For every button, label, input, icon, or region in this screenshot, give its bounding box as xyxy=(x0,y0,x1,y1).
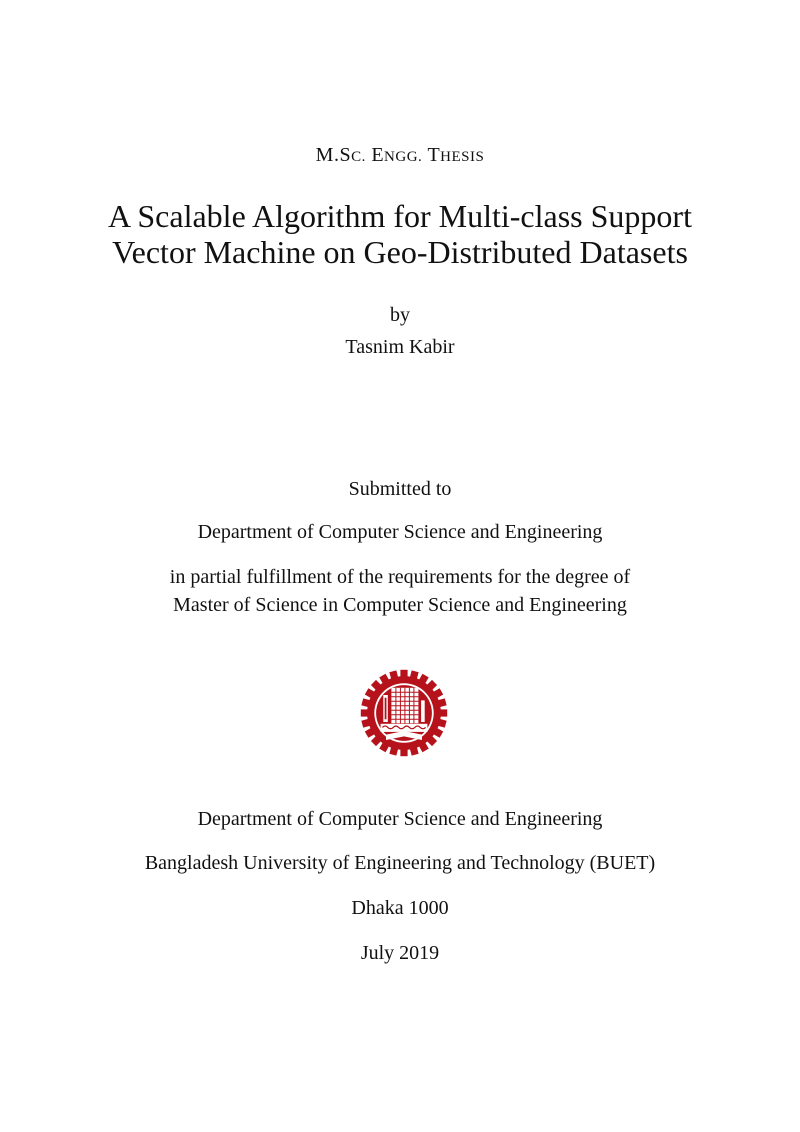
thesis-title xyxy=(0,198,800,270)
doc-type-initial-t: T xyxy=(427,144,441,166)
doc-type-initial-e: E xyxy=(371,144,385,166)
university-name: Bangladesh University of Engineering and Technology (BUET) xyxy=(144,852,656,874)
document-type xyxy=(0,144,800,167)
city: Dhaka 1000 xyxy=(351,897,449,919)
submission-department: Department of Computer Science and Engineering xyxy=(197,521,603,543)
submitted-to: Submitted to xyxy=(348,478,452,500)
submission-date: July 2019 xyxy=(360,942,440,964)
author-name: Tasnim Kabir xyxy=(345,336,455,358)
thesis-title-line-2: Vector Machine on Geo-Distributed Datasets xyxy=(112,234,688,270)
degree-purpose-line-2: Master of Science in Computer Science and Engineering xyxy=(173,594,627,616)
doc-type-initial-m: M xyxy=(315,144,334,166)
institution-department: Department of Computer Science and Engineering xyxy=(197,808,603,830)
doc-type-ngg: NGG. xyxy=(384,149,423,165)
thesis-title-line-1: A Scalable Algorithm for Multi-class Support xyxy=(108,198,692,234)
doc-type-hesis: HESIS xyxy=(440,149,485,165)
doc-type-dot-s: .S xyxy=(333,144,352,166)
degree-purpose-line-1: in partial fulfillment of the requirements for the degree of xyxy=(169,566,631,588)
doc-type-c: C. xyxy=(351,149,366,165)
by-label: by xyxy=(390,304,410,326)
buet-gear-seal-icon xyxy=(359,668,449,758)
